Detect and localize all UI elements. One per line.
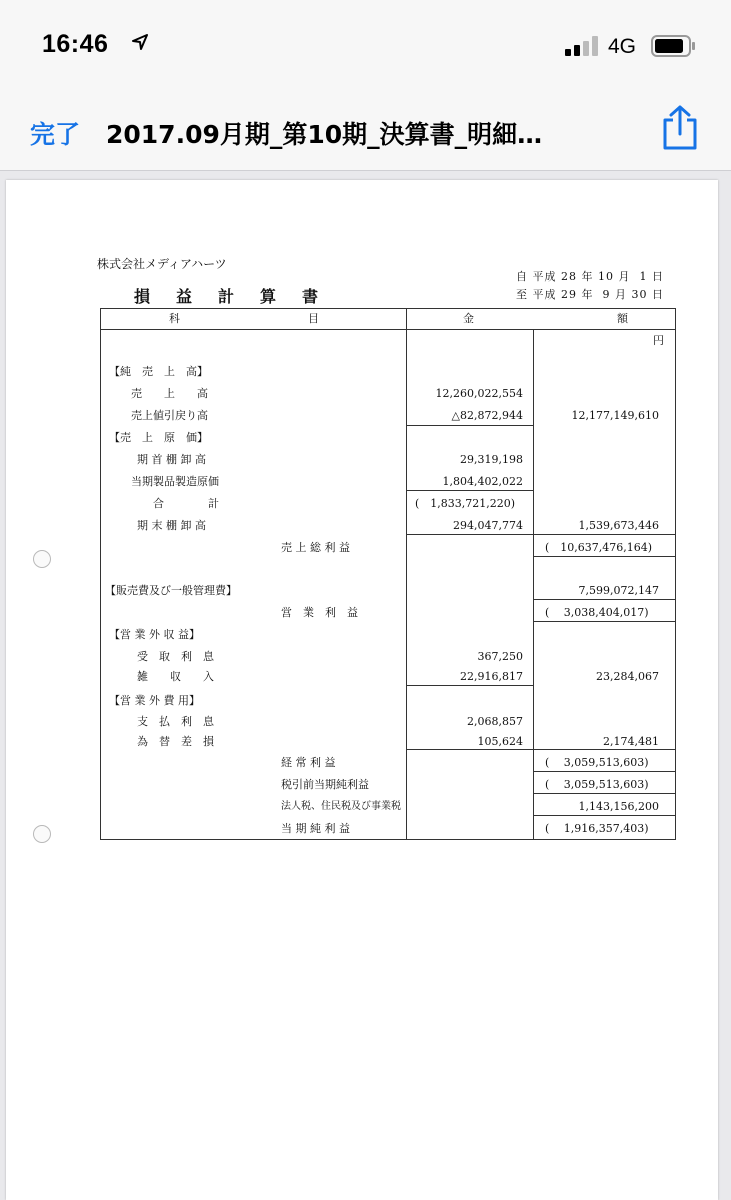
row-label: 期 末 棚 卸 高: [137, 519, 206, 532]
row-total: 1,143,156,200: [578, 800, 659, 813]
row-label: 支 払 利 息: [137, 715, 214, 728]
table-rule: [533, 815, 675, 816]
nav-bar: [0, 92, 731, 171]
row-label: 経 常 利 益: [281, 756, 336, 769]
row-label: 【純 売 上 高】: [109, 365, 208, 378]
row-label: 税引前当期純利益: [281, 778, 369, 791]
row-label: 当期製品製造原価: [131, 475, 219, 488]
row-total: ( 3,038,404,017): [545, 606, 649, 619]
row-total: 23,284,067: [596, 670, 659, 683]
done-button[interactable]: 完了: [30, 120, 81, 149]
table-rule: [533, 534, 675, 535]
row-amount: 367,250: [477, 650, 523, 663]
battery-icon: [651, 35, 697, 61]
table-rule: [533, 793, 675, 794]
table-rule: [533, 556, 675, 557]
row-label: 受 取 利 息: [137, 650, 214, 663]
row-label: 【営 業 外 費 用】: [109, 694, 200, 707]
unit-label: 円: [653, 334, 664, 347]
row-total: ( 3,059,513,603): [545, 756, 649, 769]
row-amount: 29,319,198: [460, 453, 523, 466]
row-amount: △82,872,944: [451, 409, 523, 422]
row-amount: ( 1,833,721,220): [415, 497, 516, 510]
share-icon[interactable]: [660, 104, 700, 154]
row-label: 売 上 高: [131, 387, 208, 400]
row-amount: 12,260,022,554: [435, 387, 523, 400]
table-rule: [406, 749, 675, 750]
punch-hole: [33, 550, 51, 568]
table-rule: [406, 490, 533, 491]
income-statement-table: [100, 308, 676, 840]
header-amount-left: 金: [463, 312, 474, 325]
header-item: 目: [308, 312, 319, 325]
row-total: 1,539,673,446: [578, 519, 659, 532]
cellular-signal-icon: [565, 36, 601, 60]
row-label: 【販売費及び一般管理費】: [105, 584, 237, 597]
document-page: [6, 180, 718, 1200]
punch-hole: [33, 825, 51, 843]
statement-title: 損益計算書: [134, 287, 345, 306]
row-amount: 1,804,402,022: [442, 475, 523, 488]
header-amount-right: 額: [617, 312, 628, 325]
row-amount: 105,624: [477, 735, 523, 748]
table-rule: [101, 329, 675, 330]
network-type: 4G: [608, 35, 637, 58]
row-label: 期 首 棚 卸 高: [137, 453, 206, 466]
table-rule: [533, 621, 675, 622]
row-label: 雑 収 入: [137, 670, 214, 683]
row-total: 7,599,072,147: [578, 584, 659, 597]
row-label: 当 期 純 利 益: [281, 822, 350, 835]
row-amount: 294,047,774: [453, 519, 523, 532]
row-label: 営 業 利 益: [281, 606, 358, 619]
row-label: 為 替 差 損: [137, 735, 214, 748]
row-total: ( 1,916,357,403): [545, 822, 649, 835]
table-rule: [406, 425, 533, 426]
row-label: 合 計: [153, 497, 219, 510]
row-label: 売 上 総 利 益: [281, 541, 350, 554]
row-label: 売上値引戻り高: [131, 409, 208, 422]
table-rule: [533, 599, 675, 600]
row-label: 【売 上 原 価】: [109, 431, 208, 444]
row-total: ( 10,637,476,164): [545, 541, 653, 554]
table-rule: [406, 534, 533, 535]
company-name: 株式会社メディアハーツ: [97, 257, 227, 271]
document-viewer[interactable]: [0, 171, 731, 1200]
row-amount: 22,916,817: [460, 670, 523, 683]
table-rule: [406, 685, 533, 686]
row-total: ( 3,059,513,603): [545, 778, 649, 791]
period-from: 自 平成 28 年 10 月 1 日: [516, 270, 664, 283]
document-title: 2017.09月期_第10期_決算書_明細…: [106, 120, 543, 149]
location-arrow-icon: [132, 34, 148, 54]
row-amount: 2,068,857: [467, 715, 523, 728]
status-time: 16:46: [42, 30, 109, 58]
table-rule: [533, 771, 675, 772]
period-to: 至 平成 29 年 9 月 30 日: [516, 288, 664, 301]
row-label: 法人税、住民税及び事業税: [281, 801, 401, 812]
row-total: 2,174,481: [603, 735, 659, 748]
header-account: 科: [169, 312, 180, 325]
status-bar: [0, 0, 731, 92]
row-label: 【営 業 外 収 益】: [109, 628, 200, 641]
row-total: 12,177,149,610: [571, 409, 659, 422]
